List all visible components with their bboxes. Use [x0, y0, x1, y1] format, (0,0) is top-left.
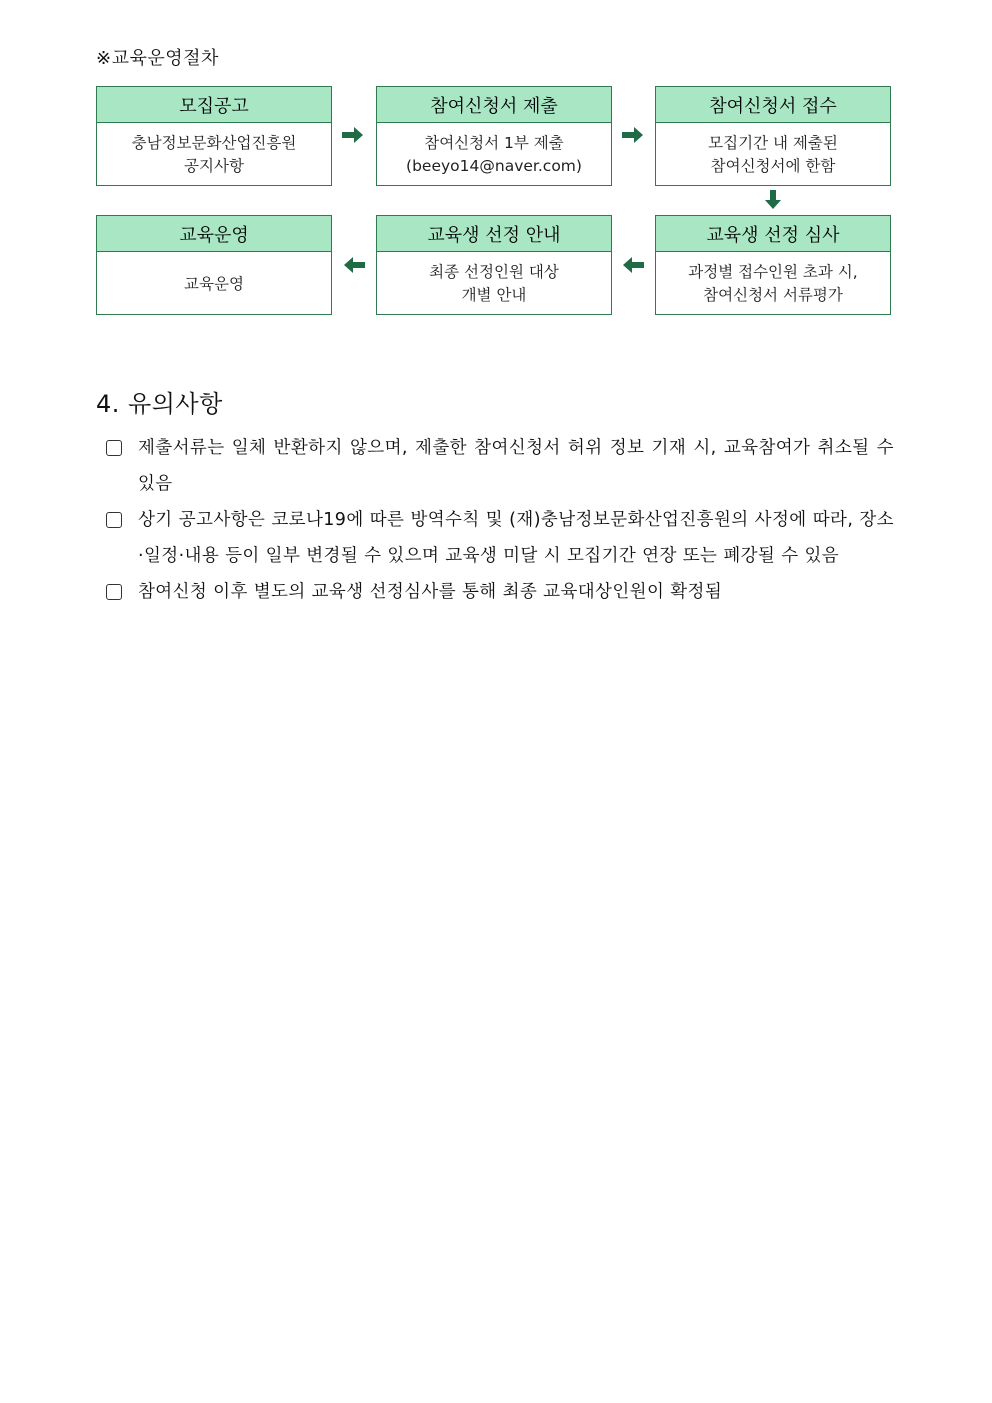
- checkbox-bullet-icon: [106, 512, 122, 528]
- list-item: [106, 430, 906, 502]
- arrow-left-icon: [343, 256, 365, 274]
- step-line: 개별 안내: [461, 286, 527, 304]
- step-line: (beeyo14@naver.com): [406, 157, 582, 175]
- arrow-right-icon: [342, 126, 364, 144]
- step-line: 모집기간 내 제출된: [708, 134, 838, 152]
- step-line: 공지사항: [184, 157, 244, 175]
- step-body: [97, 123, 331, 187]
- arrow-down-icon: [764, 190, 782, 210]
- step-body: [656, 123, 890, 187]
- arrow-left-icon: [622, 256, 644, 274]
- notice-text: 제출서류는 일체 반환하지 않으며, 제출한 참여신청서 허위 정보 기재 시, 교육참여가 취소될 수 있음: [138, 438, 894, 494]
- step-header: 교육생 선정 심사: [656, 216, 890, 252]
- step-header: 교육생 선정 안내: [377, 216, 611, 252]
- checkbox-bullet-icon: [106, 440, 122, 456]
- step-body: [97, 252, 331, 316]
- notice-text: 참여신청 이후 별도의 교육생 선정심사를 통해 최종 교육대상인원이 확정됨: [138, 582, 723, 602]
- step-box-receive-application: [655, 86, 891, 186]
- checkbox-bullet-icon: [106, 584, 122, 600]
- step-body: [377, 123, 611, 187]
- notice-list: [106, 430, 906, 610]
- step-body: [377, 252, 611, 316]
- step-body: [656, 252, 890, 316]
- step-line: 최종 선정인원 대상: [429, 263, 559, 281]
- arrow-right-icon: [622, 126, 644, 144]
- step-box-recruit-notice: [96, 86, 332, 186]
- step-header: 교육운영: [97, 216, 331, 252]
- step-header: 참여신청서 제출: [377, 87, 611, 123]
- step-line: 충남정보문화산업진흥원: [131, 134, 297, 152]
- notice-text: 상기 공고사항은 코로나19에 따른 방역수칙 및 (재)충남정보문화산업진흥원의 사정에 따라, 장소·일정·내용 등이 일부 변경될 수 있으며 교육생 미달 시 모집기간 연장 또는 폐강될 수 있음: [138, 510, 894, 566]
- step-box-selection-review: [655, 215, 891, 315]
- step-header: 모집공고: [97, 87, 331, 123]
- step-header: 참여신청서 접수: [656, 87, 890, 123]
- section-title-notice: 4. 유의사항: [96, 390, 223, 418]
- step-box-operation: [96, 215, 332, 315]
- step-box-submit-application: [376, 86, 612, 186]
- step-line: 참여신청서 1부 제출: [424, 134, 564, 152]
- step-line: 과정별 접수인원 초과 시,: [688, 263, 858, 281]
- step-box-selection-notice: [376, 215, 612, 315]
- procedure-title: ※교육운영절차: [96, 48, 219, 69]
- list-item: [106, 574, 906, 610]
- step-line: 참여신청서에 한함: [710, 157, 836, 175]
- list-item: [106, 502, 906, 574]
- step-line: 교육운영: [184, 274, 244, 293]
- step-line: 참여신청서 서류평가: [703, 286, 843, 304]
